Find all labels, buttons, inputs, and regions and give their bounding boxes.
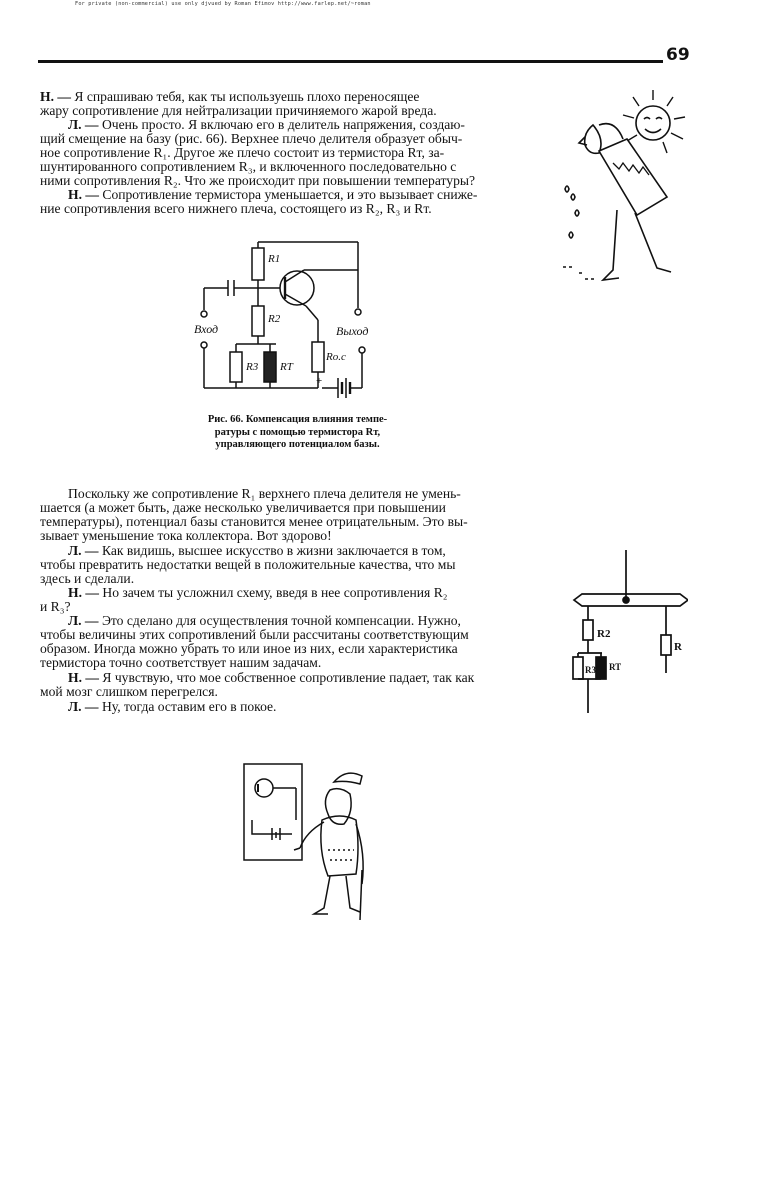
para7-line-1: Л. — Это сделано для осуществления точной компенсации. Нужно,	[68, 613, 461, 628]
para4-line-3: температуры), потенциал базы становится менее отрицательным. Это вы-	[40, 514, 468, 529]
para7-line-4: термистора точно соответствует нашим задачам.	[40, 655, 322, 670]
header-note: For private (non-commercial) use only djvued by Roman Efimov http://www.farlep.net/~roman	[75, 1, 371, 7]
speaker-l: Л. —	[68, 613, 99, 628]
figure-caption: Рис. 66. Компенсация влияния темпе- ратуры с помощью термистора Rт, управляющего потенциалом базы.	[207, 414, 388, 450]
balance-scale-illustration	[568, 545, 688, 720]
para1-line-1: Н. — Я спрашиваю тебя, как ты используешь плохо переносящее	[40, 89, 420, 104]
label-plus: +	[316, 375, 323, 387]
speaker-l: Л. —	[68, 699, 99, 714]
circuit-diagram-fig66	[190, 230, 400, 400]
label-roc: Ro.c	[326, 351, 346, 363]
para5-line-3: здесь и сделали.	[40, 571, 135, 586]
balance-label-r3: R3	[585, 665, 596, 675]
speaker-l: Л. —	[68, 117, 99, 132]
para3-line-2: ние сопротивления всего нижнего плеча, состоящего из R₂, R₃ и Rт.	[40, 201, 432, 216]
para2-line-4: шунтированного сопротивлением R₃, и включенного последовательно с	[40, 159, 457, 174]
para2-line-2: щий смещение на базу (рис. 66). Верхнее плечо делителя образует обыч-	[40, 131, 463, 146]
para7-line-3: образом. Иногда можно убрать то или иное из них, если характеристика	[40, 641, 458, 656]
para4-line-1: Поскольку же сопротивление R₁ верхнего плеча делителя не умень-	[68, 486, 461, 501]
label-rt: RT	[280, 361, 293, 373]
para6-line-1: Н. — Но зачем ты усложнил схему, введя в нее сопротивления R₂	[68, 585, 448, 600]
para4-line-4: зывает уменьшение тока коллектора. Вот здорово!	[40, 528, 332, 543]
para4-line-2: шается (а может быть, даже несколько увеличивается при повышении	[40, 500, 446, 515]
label-r2: R2	[268, 313, 281, 325]
para6-line-2: и R₃?	[40, 599, 71, 614]
para2-line-5: ними сопротивления R₂. Что же происходит при повышении температуры?	[40, 173, 476, 188]
balance-label-r2: R2	[597, 628, 611, 640]
balance-label-rt: RT	[609, 662, 622, 672]
para5-line-1: Л. — Как видишь, высшее искусство в жизни заключается в том,	[68, 543, 446, 558]
label-r3: R3	[246, 361, 259, 373]
speaker-n: Н. —	[68, 585, 99, 600]
sun-cartoon-illustration	[555, 85, 690, 290]
speaker-n: Н. —	[68, 670, 99, 685]
para5-line-2: чтобы превратить недостатки вещей в положительные качества, что мы	[40, 557, 456, 572]
label-r1: R1	[268, 253, 281, 265]
r1-resistor	[252, 248, 264, 280]
label-output: Выход	[336, 324, 369, 338]
para2-line-1: Л. — Очень просто. Я включаю его в делитель напряжения, создаю-	[68, 117, 465, 132]
speaker-n: Н. —	[68, 187, 99, 202]
header-rule	[38, 60, 663, 63]
label-input: Вход	[194, 322, 219, 336]
page-number: 69	[666, 45, 690, 65]
para7-line-2: чтобы величины этих сопротивлений были рассчитаны соответствующим	[40, 627, 469, 642]
balance-label-r: R	[674, 641, 682, 653]
speaker-l: Л. —	[68, 543, 99, 558]
para8-line-1: Н. — Я чувствую, что мое собственное сопротивление падает, так как	[68, 670, 475, 685]
para3-line-1: Н. — Сопротивление термистора уменьшается, и это вызывает сниже-	[68, 187, 478, 202]
speaker-n: Н. —	[40, 89, 71, 104]
para9-line-1: Л. — Ну, тогда оставим его в покое.	[68, 699, 277, 714]
teacher-cartoon-illustration	[238, 760, 368, 925]
para8-line-2: мой мозг слишком перегрелся.	[40, 684, 218, 699]
para2-line-3: ное сопротивление R₁. Другое же плечо состоит из термистора Rт, за-	[40, 145, 445, 160]
para1-line-2: жару сопротивление для нейтрализации причиняемого жарой вреда.	[40, 103, 437, 118]
